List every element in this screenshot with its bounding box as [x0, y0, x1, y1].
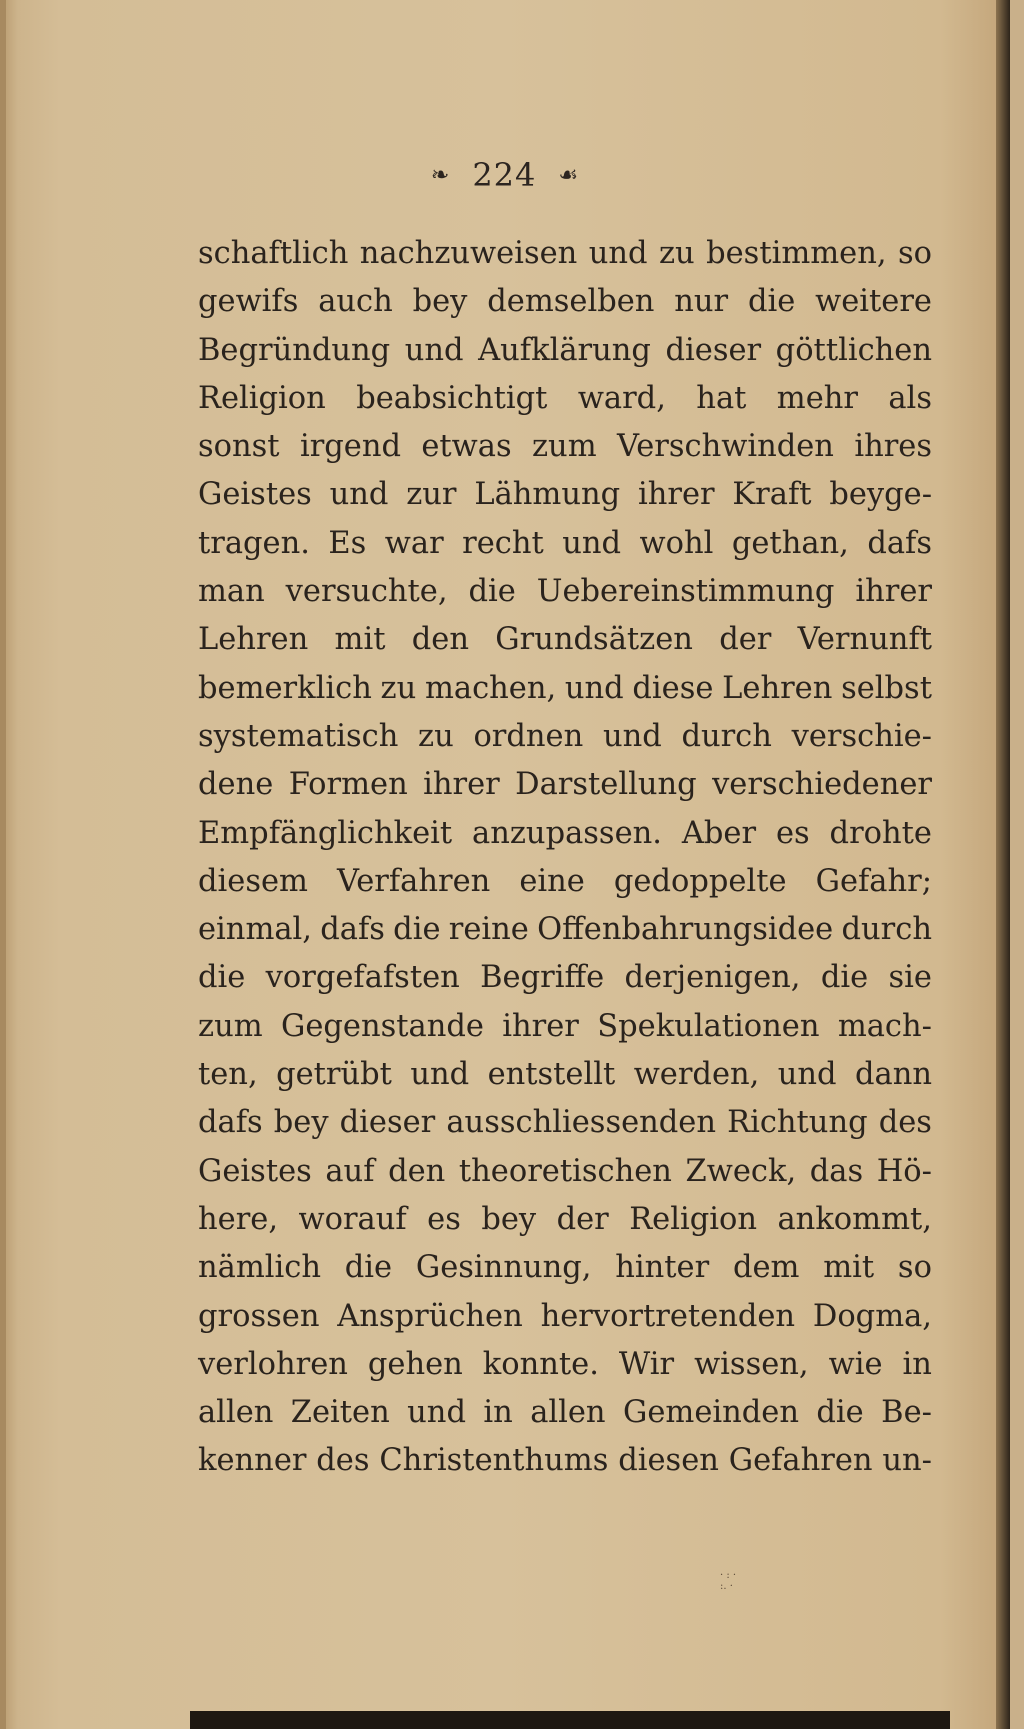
left-ornament-icon: ❧: [430, 163, 451, 188]
page-number-header: [0, 156, 1010, 194]
text-line: kenner des Christenthums diesen Gefahren un-: [198, 1443, 932, 1479]
page-left-edge: [0, 0, 6, 1729]
text-line: Geistes auf den theoretischen Zweck, das Hö-: [198, 1153, 932, 1189]
text-line: systematisch zu ordnen und durch verschie-: [198, 718, 932, 754]
page-specks: · : · :. ·: [720, 1570, 737, 1592]
page-number: 224: [472, 156, 537, 194]
text-line: Begründung und Aufklärung dieser göttlichen: [198, 332, 932, 368]
text-line: zum Gegenstande ihrer Spekulationen mach-: [198, 1008, 932, 1044]
text-line: here, worauf es bey der Religion ankommt,: [198, 1201, 932, 1237]
text-line: sonst irgend etwas zum Verschwinden ihres: [198, 429, 932, 465]
page-right-edge: [996, 0, 1010, 1729]
text-line: bemerklich zu machen, und diese Lehren selbst: [198, 670, 932, 706]
text-line: diesem Verfahren eine gedoppelte Gefahr;: [198, 863, 932, 899]
text-line: Lehren mit den Grundsätzen der Vernunft: [198, 622, 932, 658]
text-line: Geistes und zur Lähmung ihrer Kraft beyge-: [198, 477, 932, 513]
text-line: dafs bey dieser ausschliessenden Richtung des: [198, 1105, 932, 1141]
text-line: einmal, dafs die reine Offenbahrungsidee durch: [198, 912, 932, 948]
text-line: dene Formen ihrer Darstellung verschiedener: [198, 767, 932, 803]
text-line: gewifs auch bey demselben nur die weitere: [198, 284, 932, 320]
text-line: nämlich die Gesinnung, hinter dem mit so: [198, 1250, 932, 1286]
text-line: verlohren gehen konnte. Wir wissen, wie in: [198, 1346, 932, 1382]
text-line: ten, getrübt und entstellt werden, und dann: [198, 1057, 932, 1093]
text-line: allen Zeiten und in allen Gemeinden die Be-: [198, 1395, 932, 1431]
text-line: grossen Ansprüchen hervortretenden Dogma,: [198, 1298, 932, 1334]
text-line: man versuchte, die Uebereinstimmung ihrer: [198, 574, 932, 610]
text-line: schaftlich nachzuweisen und zu bestimmen, so: [198, 236, 932, 271]
text-line: Religion beabsichtigt ward, hat mehr als: [198, 380, 932, 416]
text-line: die vorgefafsten Begriffe derjenigen, die sie: [198, 960, 932, 996]
body-text: [198, 230, 932, 1486]
text-line: tragen. Es war recht und wohl gethan, dafs: [198, 525, 932, 561]
right-ornament-icon: ☙: [558, 163, 580, 188]
bottom-shadow-strip: [190, 1711, 950, 1729]
text-line: Empfänglichkeit anzupassen. Aber es drohte: [198, 815, 932, 851]
